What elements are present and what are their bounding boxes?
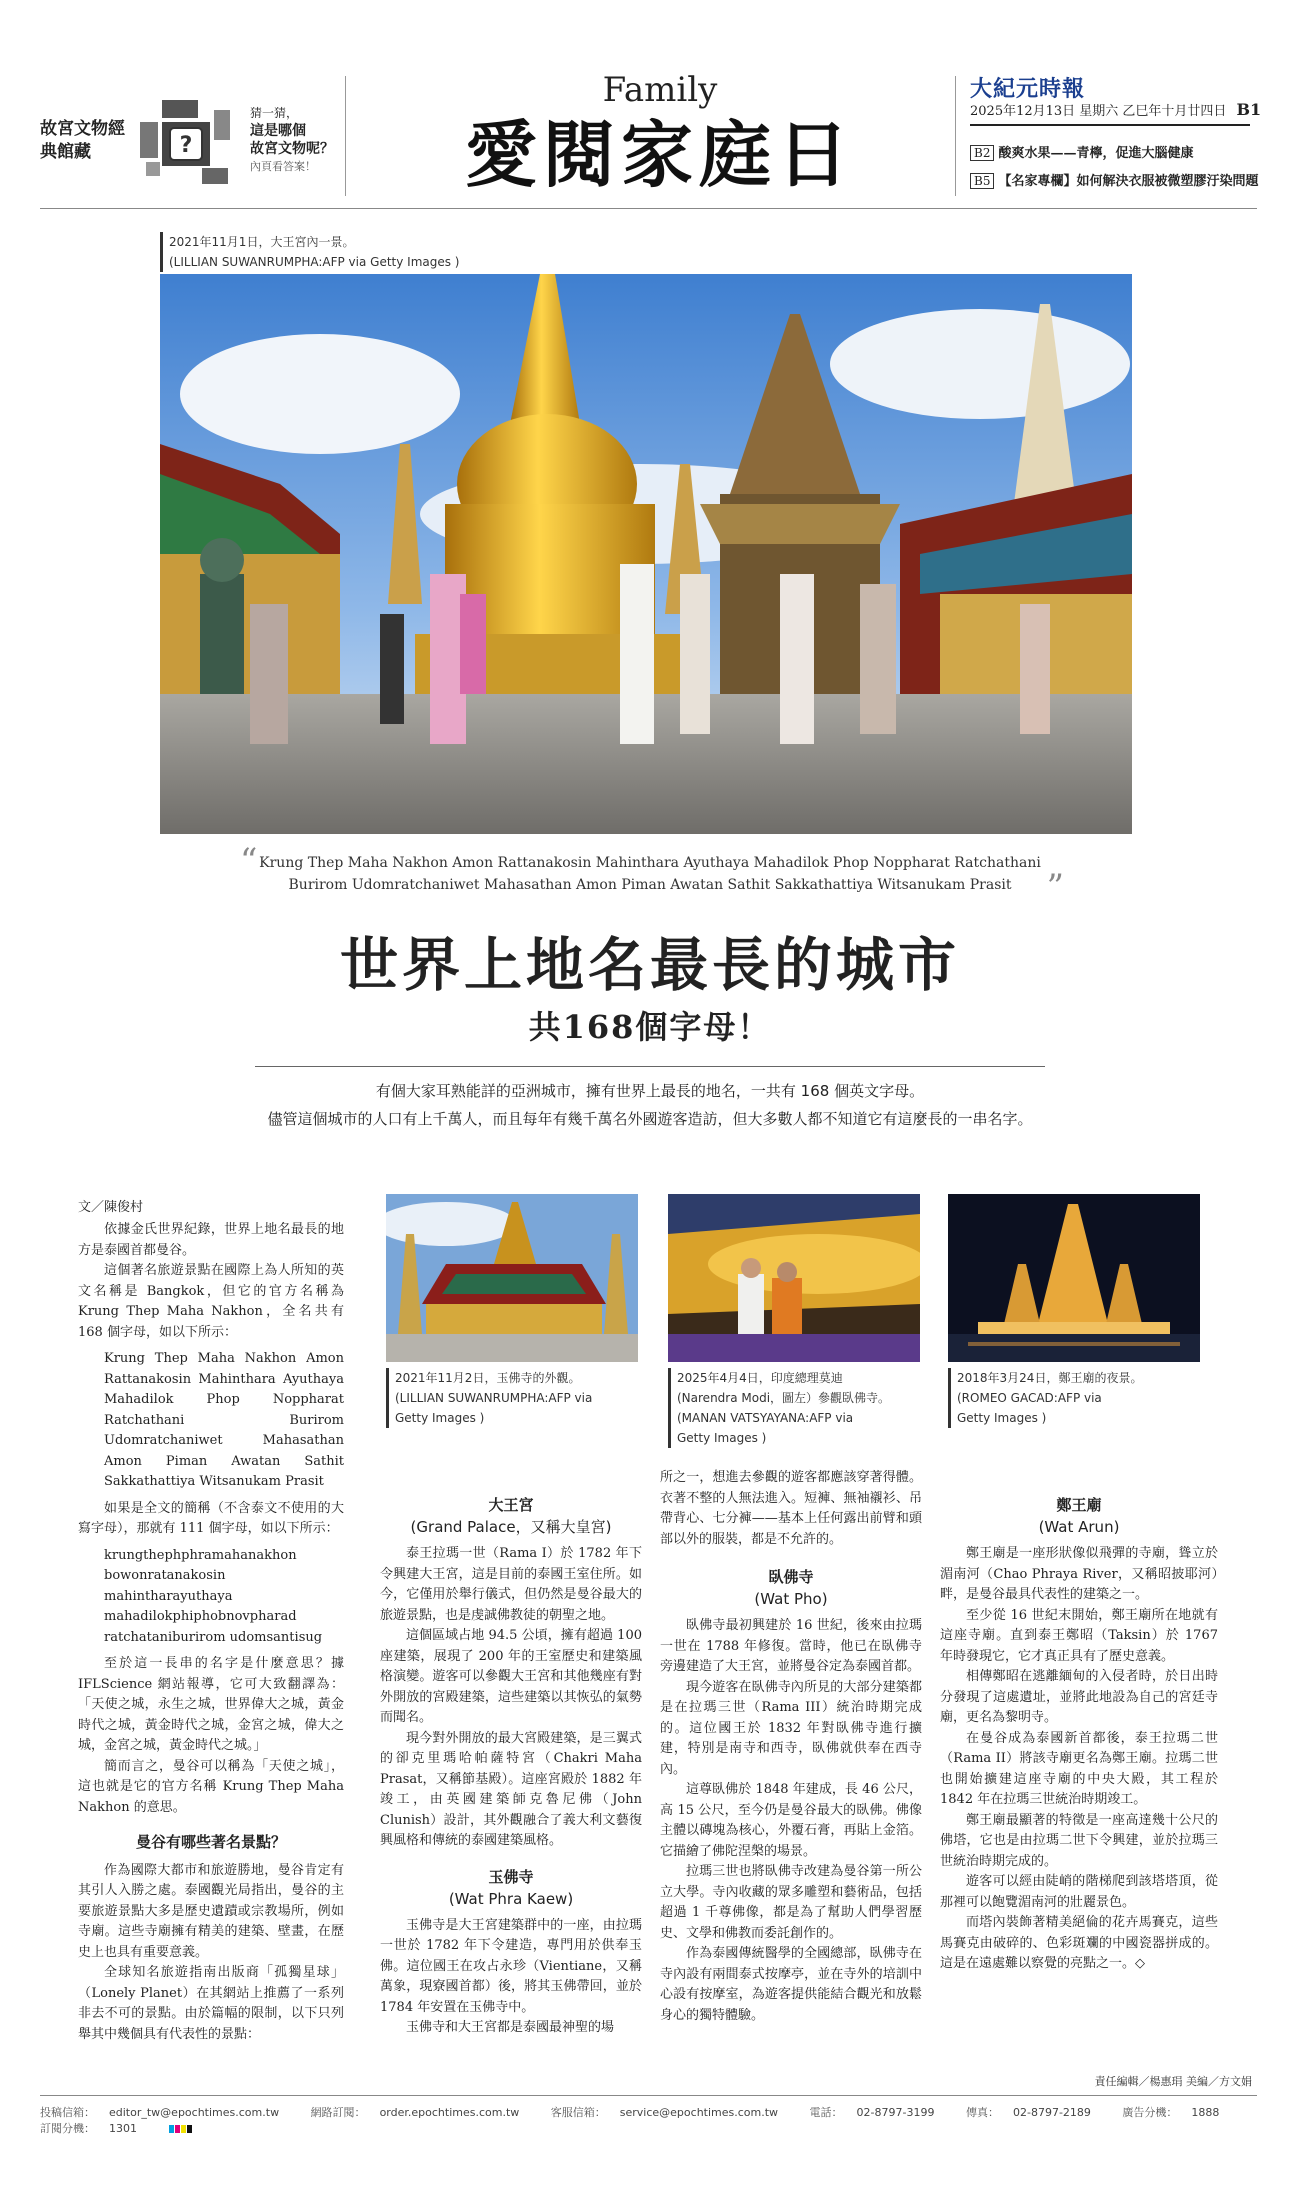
service-email-link[interactable]: service@epochtimes.com.tw: [619, 2106, 779, 2119]
paper-logo: 大紀元時報: [970, 76, 1086, 102]
paragraph: 拉瑪三世也將臥佛寺改建為曼谷第一所公立大學。寺內收藏的眾多雕塑和藝術品，包括超過 1 千尊佛像，都是為了幫助人們學習歷史、文學和佛教而委託創作的。: [660, 1864, 922, 1941]
heading-zh: 鄭王廟: [1056, 1496, 1102, 1514]
teaser-b2[interactable]: [970, 142, 1270, 161]
caption-line: 2025年4月4日，印度總理莫迪: [677, 1371, 843, 1385]
caption-line: Getty Images ): [677, 1431, 767, 1445]
photo-caption: [160, 232, 460, 272]
close-quote-icon: ”: [1046, 867, 1064, 907]
photo-caption: [948, 1368, 1207, 1428]
caption-line: (ROMEO GACAD:AFP via: [957, 1391, 1102, 1405]
section-heading: 曼谷有哪些著名景點？: [135, 1833, 286, 1851]
caption-line: (MANAN VATSYAYANA:AFP via: [677, 1411, 854, 1425]
wat-phra-kaew-photo: [386, 1194, 638, 1362]
puzzle-line2: 這是哪個: [250, 123, 306, 139]
svg-text:?: ?: [179, 133, 193, 158]
paragraph: 泰王拉瑪一世（Rama I）於 1782 年下令興建大王宮，這是目前的泰國王室住所。如今，它僅用於舉行儀式，但仍然是曼谷最大的旅遊景點，也是虔誠佛教徒的朝聖之地。: [380, 1546, 642, 1623]
heading-en: (Wat Phra Kaew): [448, 1889, 574, 1908]
section-heading-wat-arun: [940, 1494, 1218, 1538]
cmyk-marks: [169, 2122, 193, 2135]
sub-ext-label: 訂閱分機：: [40, 2122, 95, 2135]
phone-label: 電話：: [809, 2106, 843, 2119]
paragraph: 玉佛寺和大王宮都是泰國最神聖的場: [406, 2020, 615, 2035]
column-2: [380, 1486, 642, 2039]
section-heading-grand-palace: [380, 1494, 642, 1538]
paragraph: 作為泰國傳統醫學的全國總部，臥佛寺在寺內設有兩間泰式按摩亭，並在寺外的培訓中心設有按摩室，為遊客提供能結合觀光和放鬆身心的獨特體驗。: [660, 1946, 922, 2023]
quote-line1: Krung Thep Maha Nakhon Amon Rattanakosin Mahinthara Ayuthaya Mahadilok Phop Noppharat Ratchathani: [259, 855, 1041, 871]
ad-ext-label: 廣告分機：: [1122, 2106, 1178, 2119]
paragraph: 全球知名旅遊指南出版商「孤獨星球」（Lonely Planet）在其網站上推薦了一系列非去不可的景點。由於篇幅的限制，以下只列舉其中幾個具有代表性的景點：: [78, 1965, 344, 2042]
order-link[interactable]: order.epochtimes.com.tw: [379, 2106, 520, 2119]
paragraph: 簡而言之，曼谷可以稱為「天使之城」，這也就是它的官方名稱 Krung Thep Maha Nakhon 的意思。: [78, 1758, 344, 1815]
caption-line: Getty Images ): [395, 1411, 485, 1425]
caption-line: Getty Images ): [957, 1411, 1047, 1425]
paragraph: 這個著名旅遊景點在國際上為人所知的英文名稱是 Bangkok，但它的官方名稱為 Krung Thep Maha Nakhon，全名共有 168 個字母，如以下所示：: [78, 1263, 344, 1340]
paragraph: 臥佛寺最初興建於 16 世紀，後來由拉瑪一世在 1788 年修復。當時，他已在臥佛寺旁邊建造了大王宮，並將曼谷定為泰國首都。: [660, 1618, 922, 1674]
puzzle-line4: 內頁看答案！: [250, 160, 316, 173]
photo-caption: [668, 1368, 927, 1448]
headline-rule: [255, 1066, 1045, 1067]
paragraph: 至於這一長串的名字是什麼意思？據 IFLScience 網站報導，它可大致翻譯為：「天使之城，永生之城，世界偉大之城，黃金時代之城，黃金時代之城，金宮之城，偉大之城，金宮之城，黃金時代之城。」: [78, 1656, 344, 1753]
paragraph: 如果是全文的簡稱（不含泰文不使用的大寫字母），那就有 111 個字母，如以下所示：: [78, 1500, 344, 1536]
column-4: [940, 1486, 1218, 1975]
masthead-title: 愛閱家庭日: [464, 112, 855, 197]
header-rule: [40, 208, 1257, 209]
paragraph: 相傳鄭昭在逃離緬甸的入侵者時，於日出時分發現了這處遺址，並將此地設為自己的宮廷寺廟，更名為黎明寺。: [940, 1669, 1218, 1725]
byline: 文／陳俊村: [78, 1200, 144, 1215]
issue-info: [970, 100, 1270, 119]
paragraph: 鄭王廟是一座形狀像似飛彈的寺廟，聳立於湄南河（Chao Phraya River，又稱昭披耶河）畔，是曼谷最具代表性的建築之一。: [940, 1546, 1218, 1602]
column-1: [78, 1220, 344, 2045]
bangkok-full-name: Krung Thep Maha Nakhon Amon Rattanakosin Mahinthara Ayuthaya Mahadilok Phop Noppharat Ratchathani Burirom Udomratchaniwet Mahasathan Amon Piman Awatan Sathit Sakkathattiya Witsanukam Prasit: [104, 1351, 344, 1489]
photo-caption-line1: 2021年11月1日，大王宮內一景。: [169, 235, 355, 249]
editor-credits: 責任編輯／楊惠琄 美編／方文娟: [1094, 2075, 1252, 2088]
puzzle-line1: 猜一猜，: [250, 106, 299, 120]
paragraph: 至少從 16 世紀末開始，鄭王廟所在地就有這座寺廟。直到泰王鄭昭（Taksin）於 1767 年時發現它，它才真正具有了歷史意義。: [940, 1607, 1218, 1664]
section-heading-wat-phra-kaew: [380, 1866, 642, 1910]
paragraph: 現今遊客在臥佛寺內所見的大部分建築都是在拉瑪三世（Rama III）統治時期完成的。這位國王於 1832 年對臥佛寺進行擴建，特別是南寺和西寺，臥佛就供奉在西寺內。: [660, 1679, 922, 1777]
paragraph: 在曼谷成為泰國新首都後，泰王拉瑪二世（Rama II）將該寺廟更名為鄭王廟。拉瑪二世也開始擴建這座寺廟的中央大殿，其工程於 1842 年在拉瑪三世統治時期竣工。: [940, 1730, 1218, 1807]
puzzle-icon: [140, 100, 232, 186]
paragraph: 遊客可以經由陡峭的階梯爬到該塔塔頂，從那裡可以飽覽湄南河的壯麗景色。: [940, 1874, 1218, 1910]
issue-date: 2025年12月13日 星期六 乙巳年十月廿四日: [970, 104, 1227, 119]
order-label: 網路訂閱：: [310, 2106, 366, 2119]
service-label: 客服信箱：: [550, 2106, 606, 2119]
open-quote-icon: “: [240, 841, 258, 881]
heading-en: (Grand Palace，又稱大皇宮): [410, 1518, 612, 1536]
intro-line2: 儘管這個城市的人口有上千萬人，而且每年有幾千萬名外國遊客造訪，但大多數人都不知道它有這麼長的一串名字。: [267, 1110, 1033, 1128]
fax-label: 傳真：: [965, 2106, 999, 2119]
heading-en: (Wat Pho): [754, 1590, 828, 1608]
issue-rule: [970, 124, 1250, 126]
subheadline: 共168個字母！: [528, 1008, 772, 1046]
caption-line: (Narendra Modi，圖左）參觀臥佛寺。: [677, 1391, 891, 1405]
photo-caption-credit: (LILLIAN SUWANRUMPHA:AFP via Getty Images ): [169, 255, 460, 269]
teaser-b5[interactable]: [970, 170, 1270, 189]
puzzle-teaser: [250, 104, 340, 176]
paragraph: 依據金氏世界紀錄，世界上地名最長的地方是泰國首都曼谷。: [78, 1222, 344, 1258]
paragraph: 玉佛寺是大王宮建築群中的一座，由拉瑪一世於 1782 年下令建造，專門用於供奉玉佛。這位國王在攻占永珍（Vientiane，又稱萬象，現寮國首都）後，將其玉佛帶回，並於 1784 年安置在玉佛寺中。: [380, 1917, 642, 2015]
intro-line1: 有個大家耳熟能詳的亞洲城市，擁有世界上最長的地名，一共有 168 個英文字母。: [375, 1082, 925, 1100]
sub-ext: 1301: [109, 2122, 137, 2135]
section-title: 故宮文物經典館藏: [40, 119, 125, 162]
paragraph: 而塔內裝飾著精美絕倫的花卉馬賽克，這些馬賽克由破碎的、色彩斑斕的中國瓷器拼成的。這是在遠處難以察覺的亮點之一。◇: [940, 1915, 1218, 1971]
wat-pho-photo: [668, 1194, 920, 1362]
paragraph: 這個區域占地 94.5 公頃，擁有超過 100 座建築，展現了 200 年的王室歷史和建築風格演變。遊客可以參觀大王宮和其他幾座有對外開放的宮殿建築，這些建築以其恢弘的氣勢而聞名。: [380, 1628, 642, 1725]
paragraph: 現今對外開放的最大宮殿建築，是三翼式的卻克里瑪哈帕薩特宮（Chakri Maha Prasat，又稱節基殿）。這座宮殿於 1882 年竣工，由英國建築師克魯尼佛（John Clunish）設計，其外觀融合了義大利文藝復興風格和傳統的泰國建築風格。: [380, 1730, 642, 1848]
headline: 世界上地名最長的城市: [339, 931, 960, 999]
heading-zh: 臥佛寺: [768, 1568, 814, 1586]
footer-contacts: [40, 2104, 1257, 2136]
paragraph: 這尊臥佛於 1848 年建成，長 46 公尺，高 15 公尺，至今仍是曼谷最大的臥佛。佛像主體以磚塊為核心，外覆石膏，再貼上金箔。它描繪了佛陀涅槃的場景。: [660, 1782, 922, 1859]
heading-zh: 大王宮: [488, 1496, 534, 1514]
quote-line2: Burirom Udomratchaniwet Mahasathan Amon Piman Awatan Sathit Sakkathattiya Witsanukam Prasit: [288, 877, 1012, 893]
photo-caption: [386, 1368, 645, 1428]
teaser-page: B5: [970, 173, 994, 189]
ad-ext: 1888: [1191, 2106, 1220, 2119]
teaser-page: B2: [970, 145, 994, 161]
family-label: Family: [602, 70, 718, 110]
column-3: [660, 1468, 922, 2026]
page-number: B1: [1236, 100, 1262, 119]
puzzle-line3: 故宮文物呢？: [250, 141, 334, 157]
submit-label: 投稿信箱：: [40, 2106, 95, 2119]
heading-zh: 玉佛寺: [488, 1867, 534, 1886]
caption-line: 2018年3月24日，鄭王廟的夜景。: [957, 1371, 1143, 1385]
bangkok-short-name: krungthephphramahanakhon bowonratanakosin mahintharayuthaya mahadilokphiphobnovpharad ratchataniburirom udomsantisug: [104, 1547, 323, 1645]
header-divider-right: [955, 76, 956, 196]
grand-palace-photo: [160, 274, 1132, 834]
submit-email-link[interactable]: editor_tw@epochtimes.com.tw: [109, 2106, 280, 2119]
paragraph: 作為國際大都市和旅遊勝地，曼谷肯定有其引人入勝之處。泰國觀光局指出，曼谷的主要旅遊景點大多是歷史遺蹟或宗教場所，例如寺廟。這些寺廟擁有精美的建築、壁畫，在歷史上也具有重要意義。: [78, 1862, 344, 1960]
caption-line: 2021年11月2日，玉佛寺的外觀。: [395, 1371, 581, 1385]
footer-rule: [40, 2095, 1257, 2096]
pull-quote: [240, 841, 1064, 907]
paragraph: 鄭王廟最顯著的特徵是一座高達幾十公尺的佛塔，它也是由拉瑪二世下令興建，並於拉瑪三世統治時期完成的。: [940, 1812, 1218, 1869]
caption-line: (LILLIAN SUWANRUMPHA:AFP via: [395, 1391, 593, 1405]
header-divider-left: [345, 76, 346, 196]
paragraph: 所之一，想進去參觀的遊客都應該穿著得體。衣著不整的人無法進入。短褲、無袖襯衫、吊帶背心、七分褲——基本上任何露出前臂和頭部以外的服裝，都是不允許的。: [660, 1470, 922, 1547]
wat-arun-photo: [948, 1194, 1200, 1362]
heading-en: (Wat Arun): [1038, 1518, 1120, 1536]
phone-number: 02-8797-3199: [856, 2106, 935, 2119]
teaser-text: 【名家專欄】如何解決衣服被微塑膠汙染問題: [998, 174, 1259, 189]
section-heading-wat-pho: [660, 1566, 922, 1610]
fax-number: 02-8797-2189: [1012, 2106, 1091, 2119]
teaser-text: 酸爽水果——青檸，促進大腦健康: [998, 146, 1194, 161]
